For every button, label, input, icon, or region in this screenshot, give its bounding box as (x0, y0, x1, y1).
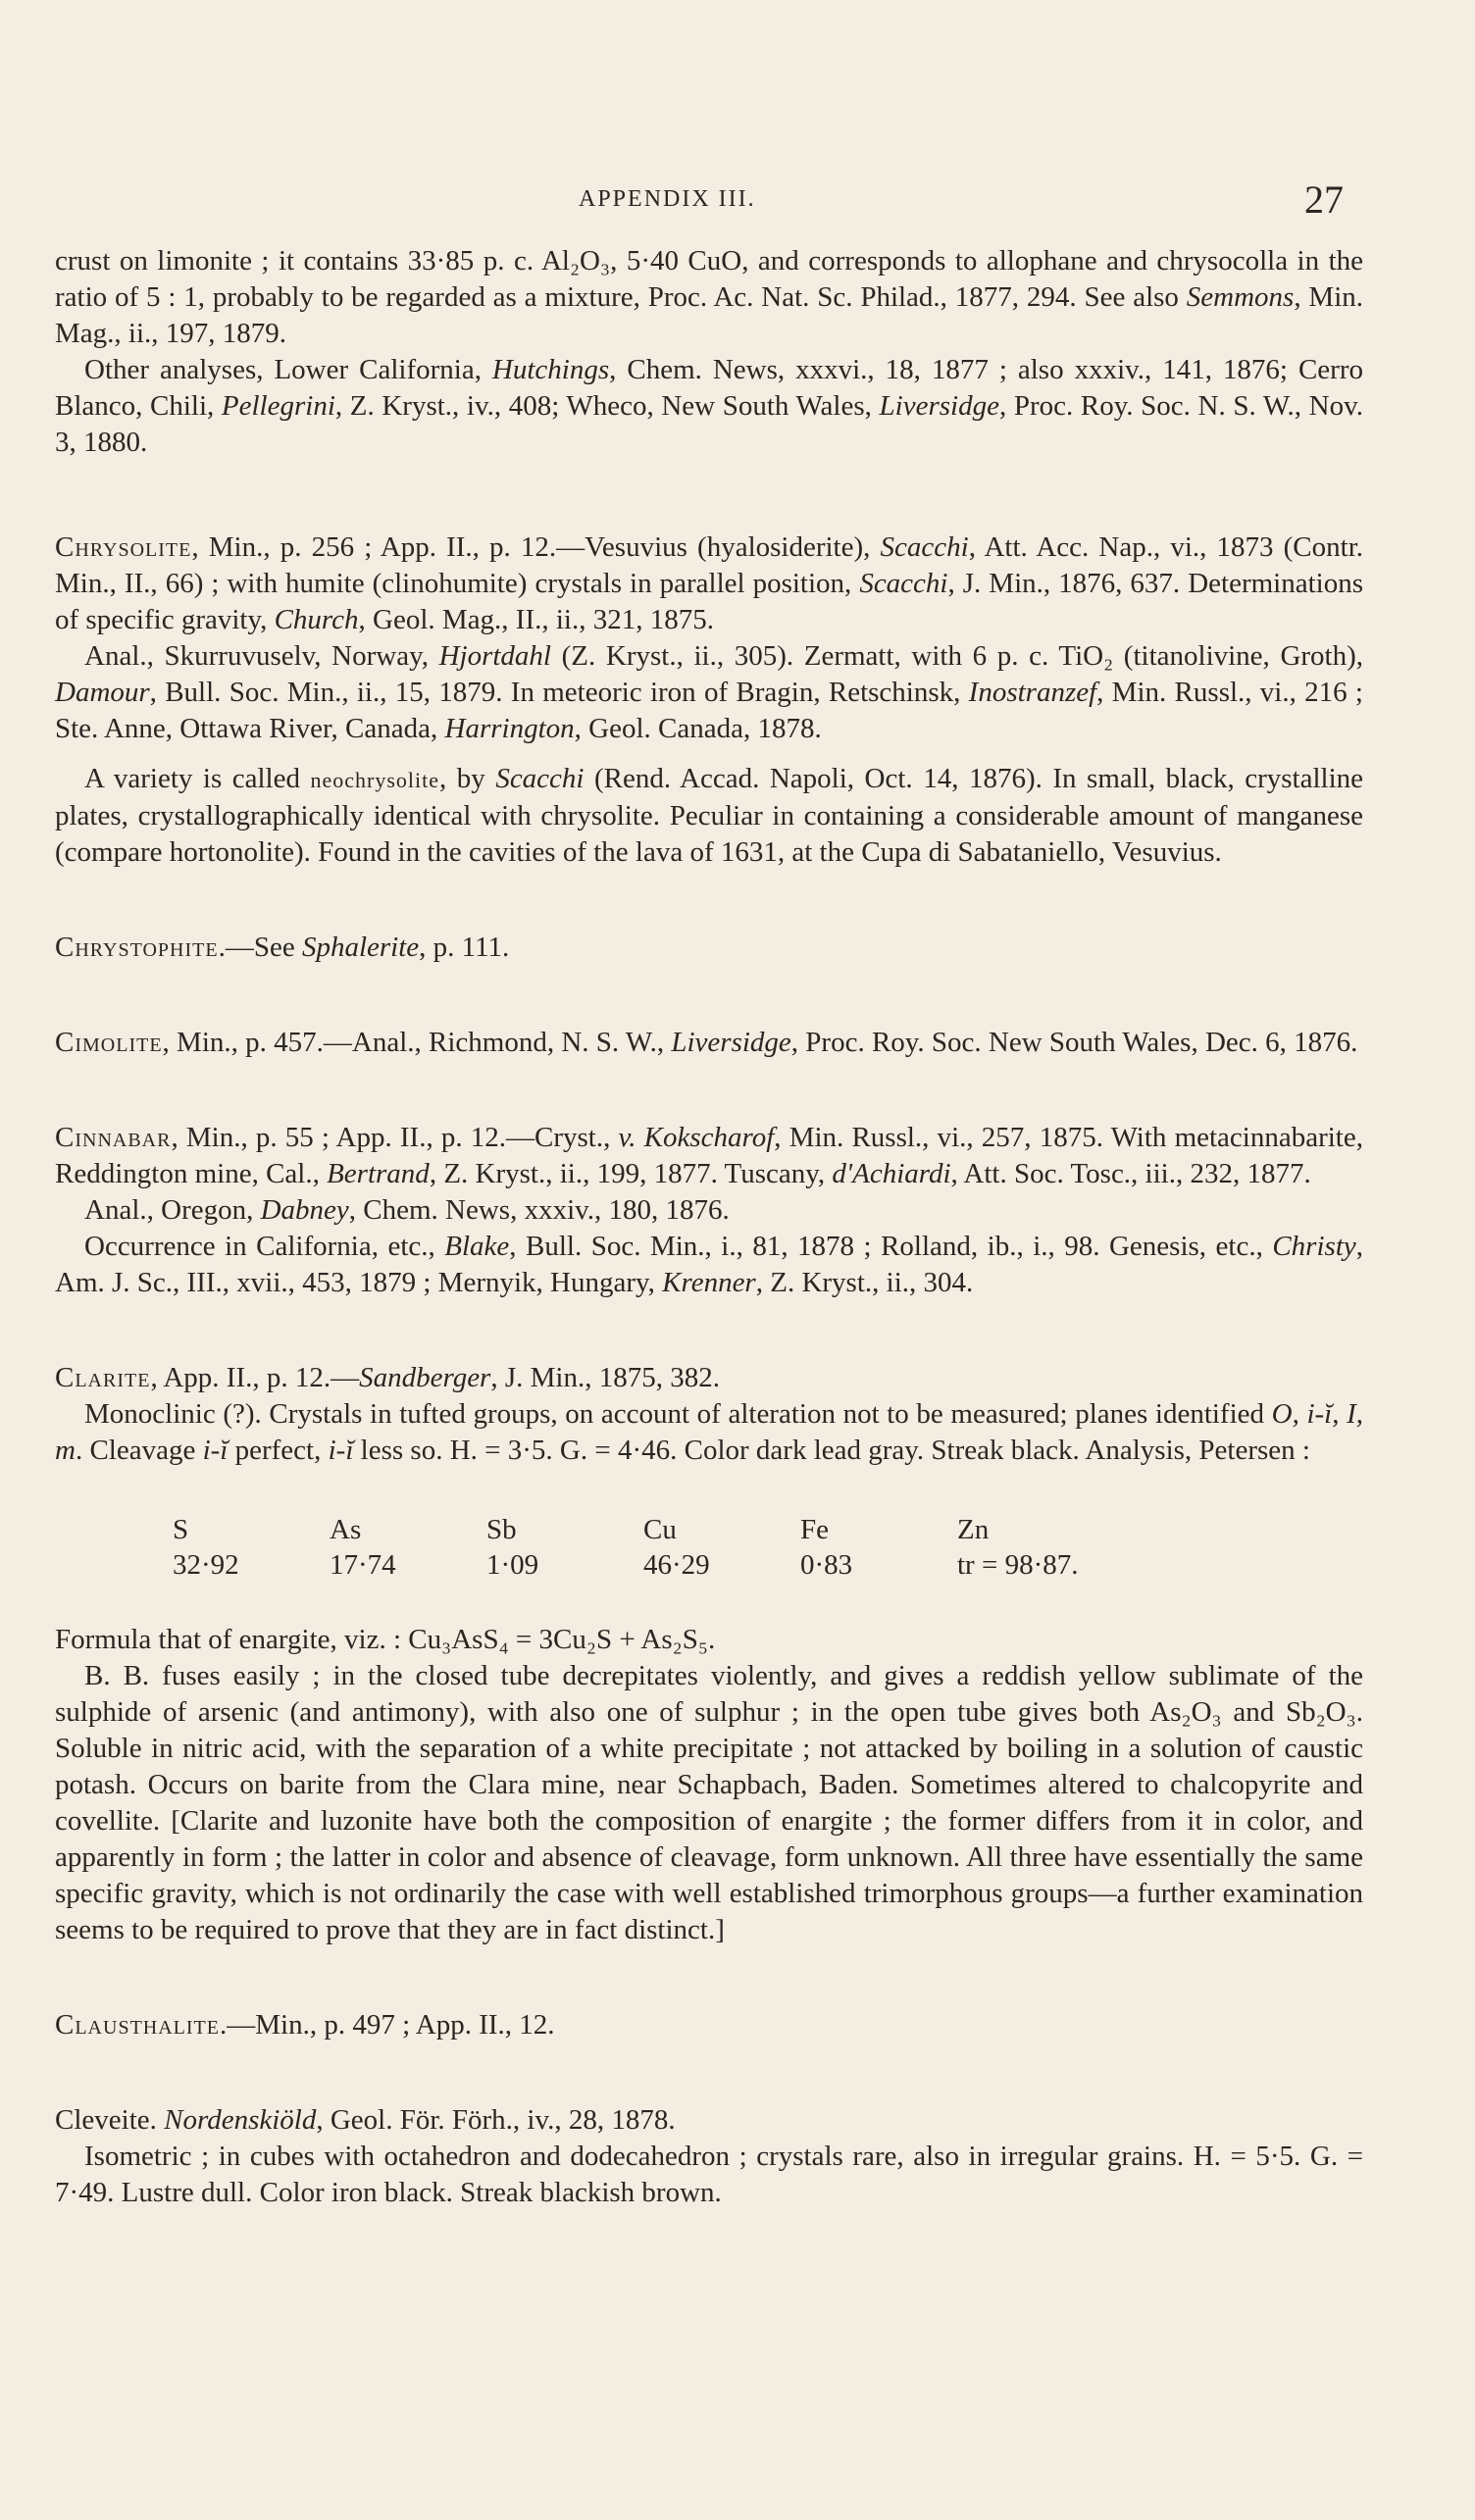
paragraph: Isometric ; in cubes with octahedron and dodecahedron ; crystals rare, also in irregular grains. H. = 5·5. G. = 7·49. Lustre dull. Color iron black. Streak blackish brown. (55, 2141, 1363, 2208)
paragraph: A variety is called neochrysolite, by Scacchi (Rend. Accad. Napoli, Oct. 14, 1876). In small, black, crystalline plates, crystallographically identical with chrysolite. Peculiar in containing a considerable amount of manganese (compare hortonolite). Found in the cavities of the lava of 1631, at the Cupa di Sabataniello, Vesuvius. (55, 763, 1363, 868)
running-head: APPENDIX III. (579, 186, 756, 212)
page-header (0, 176, 1475, 235)
entry-heading: Chrystophite (55, 932, 219, 963)
entry-clausthalite (55, 2007, 1363, 2043)
entry-cleveite (55, 2102, 1363, 2211)
entry-heading: Clausthalite (55, 2009, 220, 2041)
analysis-element: As (330, 1514, 362, 1545)
analysis-element: Cu (643, 1514, 677, 1545)
entry-heading: Cinnabar (55, 1122, 172, 1153)
analysis-value: 46·29 (643, 1549, 710, 1581)
analysis-values-row (173, 1547, 1363, 1583)
entry-cimolite (55, 1025, 1363, 1061)
entry-allophane-continued (55, 243, 1363, 461)
analysis-element: Sb (486, 1514, 517, 1545)
analysis-value: 17·74 (330, 1549, 396, 1581)
paragraph: Chrystophite.—See Sphalerite, p. 111. (55, 932, 510, 963)
analysis-value: 1·09 (486, 1549, 539, 1581)
paragraph: Anal., Oregon, Dabney, Chem. News, xxxiv., 180, 1876. (84, 1194, 730, 1226)
analysis-elements-row (173, 1512, 1363, 1547)
paragraph: Formula that of enargite, viz. : Cu₃AsS₄ = 3Cu₂S + As₂S₅. (55, 1624, 716, 1655)
analysis-element: Zn (957, 1514, 990, 1545)
paragraph: Other analyses, Lower California, Hutchings, Chem. News, xxxvi., 18, 1877 ; also xxxiv., 141, 1876; Cerro Blanco, Chili, Pellegrini, Z. Kryst., iv., 408; Wheco, New South Wales, Liversidge, Proc. Roy. Soc. N. S. W., Nov. 3, 1880. (55, 354, 1363, 458)
entry-chrysolite (55, 529, 1363, 871)
paragraph: crust on limonite ; it contains 33·85 p. c. Al₂O₃, 5·40 CuO, and corresponds to allophane and chrysocolla in the ratio of 5 : 1, probably to be regarded as a mixture, Proc. Ac. Nat. Sc. Philad., 1877, 294. See also Semmons, Min. Mag., ii., 197, 1879. (55, 245, 1364, 349)
paragraph: Cimolite, Min., p. 457.—Anal., Richmond, N. S. W., Liversidge, Proc. Roy. Soc. New South Wales, Dec. 6, 1876. (55, 1027, 1358, 1058)
analysis-value: 32·92 (173, 1549, 239, 1581)
entry-heading: Chrysolite (55, 531, 192, 563)
paragraph: Occurrence in California, etc., Blake, Bull. Soc. Min., i., 81, 1878 ; Rolland, ib., i., 98. Genesis, etc., Christy, Am. J. Sc., III., xvii., 453, 1879 ; Mernyik, Hungary, Krenner, Z. Kryst., ii., 304. (55, 1231, 1363, 1298)
page-number: 27 (1304, 177, 1344, 222)
paragraph: Anal., Skurruvuselv, Norway, Hjortdahl (Z. Kryst., ii., 305). Zermatt, with 6 p. c. TiO₂ (titanolivine, Groth), Damour, Bull. Soc. Min., ii., 15, 1879. In meteoric iron of Bragin, Retschinsk, Inostranzef, Min. Russl., vi., 216 ; Ste. Anne, Ottawa River, Canada, Harrington, Geol. Canada, 1878. (55, 640, 1364, 744)
paragraph: Cleveite. Nordenskiöld, Geol. För. Förh., iv., 28, 1878. (55, 2104, 676, 2136)
paragraph: B. B. fuses easily ; in the closed tube decrepitates violently, and gives a reddish yellow sublimate of the sulphide of arsenic (and antimony), with also one of sulphur ; in the open tube gives both As₂O₃ and Sb₂O₃. Soluble in nitric acid, with the separation of a white precipitate ; not attacked by boiling in a solution of caustic potash. Occurs on barite from the Clara mine, near Schapbach, Baden. Sometimes altered to chalcopyrite and covellite. [Clarite and luzonite have both the composition of enargite ; the former differs from it in color, and apparently in form ; the latter in color and absence of cleavage, form unknown. All three have essentially the same specific gravity, which is not ordinarily the case with well established trimorphous groups—a further examination seems to be required to prove that they are in fact distinct.] (55, 1660, 1363, 1945)
paragraph: Monoclinic (?). Crystals in tufted groups, on account of alteration not to be measured; planes identified O, i-ĭ, I, m. Cleavage i-ĭ perfect, i-ĭ less so. H. = 3·5. G. = 4·46. Color dark lead gray. Streak black. Analysis, Petersen : (55, 1398, 1363, 1466)
analysis-value: 0·83 (800, 1549, 853, 1581)
paragraph: Clausthalite.—Min., p. 497 ; App. II., 12. (55, 2009, 555, 2041)
entry-heading: Clarite (55, 1362, 151, 1393)
analysis-element: S (173, 1514, 189, 1545)
entry-clarite (55, 1360, 1363, 1948)
entry-chrystophite (55, 930, 1363, 966)
paragraph: Chrysolite, Min., p. 256 ; App. II., p. 12.—Vesuvius (hyalosiderite), Scacchi, Att. Acc. Nap., vi., 1873 (Contr. Min., II., 66) ; with humite (clinohumite) crystals in parallel position, Scacchi, J. Min., 1876, 637. Determinations of specific gravity, Church, Geol. Mag., II., ii., 321, 1875. (55, 531, 1364, 635)
paragraph: Cinnabar, Min., p. 55 ; App. II., p. 12.—Cryst., v. Kokscharof, Min. Russl., vi., 257, 1875. With metacinnabarite, Reddington mine, Cal., Bertrand, Z. Kryst., ii., 199, 1877. Tuscany, d'Achiardi, Att. Soc. Tosc., iii., 232, 1877. (55, 1122, 1363, 1189)
analysis-value: tr = 98·87. (957, 1549, 1079, 1581)
entry-heading: Cleveite. (55, 2104, 157, 2136)
page-body (55, 243, 1363, 2211)
analysis-element: Fe (800, 1514, 829, 1545)
paragraph: Clarite, App. II., p. 12.—Sandberger, J. Min., 1875, 382. (55, 1362, 720, 1393)
entry-heading: Cimolite (55, 1027, 163, 1058)
analysis-table (173, 1512, 1363, 1583)
entry-cinnabar (55, 1120, 1363, 1301)
